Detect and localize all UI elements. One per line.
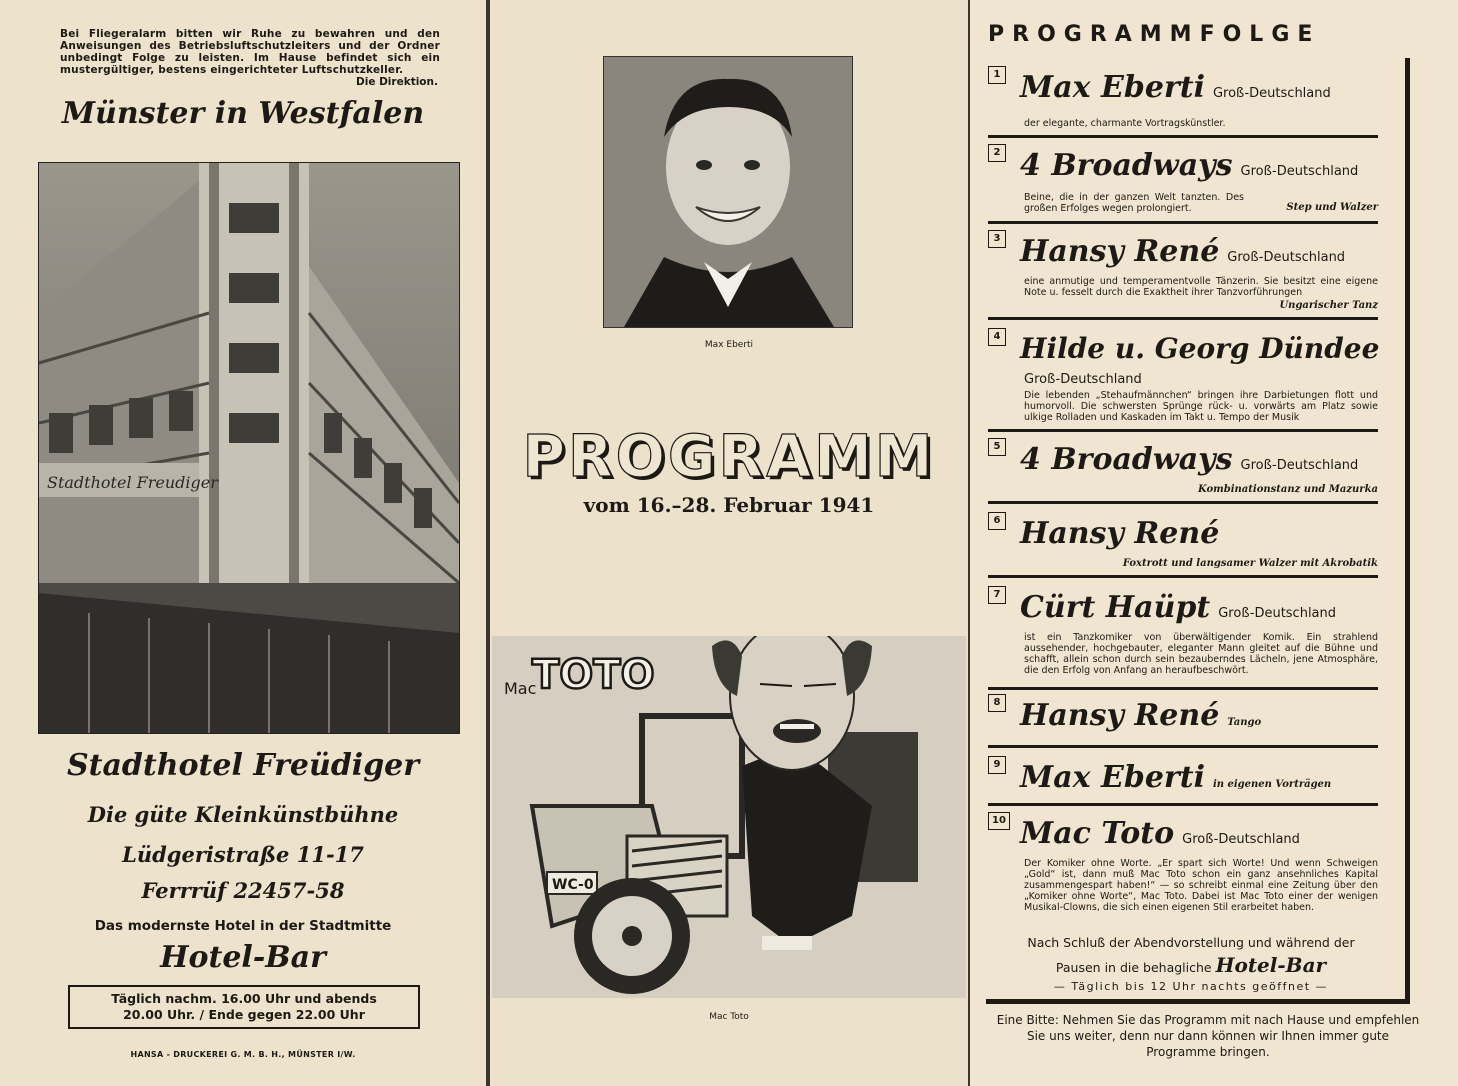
request-note: Eine Bitte: Nehmen Sie das Programm mit nach Hause und empfehlen Sie uns weiter, denn nur dann können wir Ihnen immer gute Programme bringen.: [996, 1013, 1420, 1059]
act-number: 10: [988, 812, 1010, 830]
act-dance: Foxtrott und langsamer Walzer mit Akrobatik: [1122, 558, 1378, 569]
act-number: 2: [988, 144, 1006, 162]
caption-mac-toto: Mac Toto: [709, 1012, 749, 1022]
act-9: [988, 756, 1378, 806]
hotel-phone: Ferrrüf 22457-58: [141, 878, 345, 903]
programm-dates: vom 16.–28. Februar 1941: [583, 493, 875, 517]
act-name: 4 Broadways Groß-Deutschland: [1020, 442, 1359, 477]
act-name: Mac Toto Groß-Deutschland: [1020, 816, 1300, 851]
portrait-illustration: [604, 57, 852, 327]
hours-line-1: Täglich nachm. 16.00 Uhr und abends: [111, 991, 377, 1006]
act-6: [988, 512, 1378, 578]
act-8: [988, 694, 1378, 748]
act-description: Der Komiker ohne Worte. „Er spart sich Worte! Und wenn Schweigen „Gold“ ist, dann muß Mac Toto schon ein ganz ansehnliches Kapital zusammengespart haben!“ — so schreibt einmal eine Zeitung über den „Komiker ohne Worte“, Mac Toto. Dabei ist Mac Toto einer der wenigen Musikal-Clowns, die sich einen eigenen Stil erarbeitet haben.: [1024, 858, 1378, 913]
act-dance: Step und Walzer: [1286, 202, 1378, 213]
left-panel: [0, 0, 486, 1086]
act-number: 5: [988, 438, 1006, 456]
act-number: 6: [988, 512, 1006, 530]
act-name: Max Eberti in eigenen Vorträgen: [1020, 760, 1332, 795]
after-line-1: Nach Schluß der Abendvorstellung und während der: [1027, 935, 1355, 950]
act-description: der elegante, charmante Vortragskünstler.: [1024, 118, 1226, 129]
air-raid-notice: Bei Fliegeralarm bitten wir Ruhe zu bewahren und den Anweisungen des Betriebsluftschutzleiters und der Ordner unbedingt Folge zu leisten. Im Hause befindet sich ein mustergültiger, bestens eingerichteter Luftschutzkeller.: [60, 28, 440, 76]
hotel-bar-heading: Hotel-Bar: [160, 940, 326, 975]
hours-line-2: 20.00 Uhr. / Ende gegen 22.00 Uhr: [123, 1007, 365, 1022]
act-name: Hansy René Tango: [1020, 698, 1262, 733]
act-2: [988, 144, 1378, 224]
notice-signature: Die Direktion.: [356, 76, 438, 88]
programmfolge-heading: PROGRAMMFOLGE: [988, 22, 1321, 47]
act-dance: Ungarischer Tanz: [1279, 300, 1378, 311]
act-description: Beine, die in der ganzen Welt tanzten. Des großen Erfolges wegen prolongiert.: [1024, 192, 1244, 214]
act-number: 7: [988, 586, 1006, 604]
act-5: [988, 438, 1378, 504]
act-1: [988, 66, 1378, 138]
act-dance: Kombinationstanz und Mazurka: [1198, 484, 1378, 495]
printer-credit: HANSA - DRUCKEREI G. M. B. H., MÜNSTER I/W.: [130, 1050, 356, 1059]
act-name: 4 Broadways Groß-Deutschland: [1020, 148, 1359, 183]
modern-hotel-line: Das modernste Hotel in der Stadtmitte: [94, 918, 392, 934]
mac-toto-illustration: [492, 636, 966, 998]
act-name: Max Eberti Groß-Deutschland: [1020, 70, 1331, 105]
act-number: 9: [988, 756, 1006, 774]
act-3: [988, 230, 1378, 320]
hotel-building-photo: [38, 162, 460, 734]
stage-tagline: Die güte Kleinkünstbühne: [87, 802, 399, 827]
mac-toto-photo: [492, 636, 966, 998]
act-description: eine anmutige und temperamentvolle Tänzerin. Sie besitzt eine eigene Note u. fesselt durch die Exaktheit ihrer Tanzvorführungen: [1024, 276, 1378, 298]
act-number: 4: [988, 328, 1006, 346]
act-name: Cürt Haüpt Groß-Deutschland: [1020, 590, 1337, 625]
act-7: [988, 586, 1378, 690]
car-plate: WC-0: [552, 877, 594, 893]
act-name: Hilde u. Georg Dündee: [1020, 332, 1380, 365]
hotel-name: Stadthotel Freüdiger: [66, 748, 420, 783]
act-description: Die lebenden „Stehaufmännchen“ bringen ihre Darbietungen flott und humorvoll. Die schwersten Sprünge rück- u. vorwärts am Platz sowie ulkige Rolladen und Kaskaden im Takt u. Tempo der Musik: [1024, 390, 1378, 423]
act-4: [988, 328, 1378, 432]
right-panel: [970, 0, 1458, 1086]
city-heading: Münster in Westfalen: [61, 96, 425, 131]
open-hours-line: — Täglich bis 12 Uhr nachts geöffnet —: [1053, 980, 1329, 993]
hotel-address: Lüdgeristraße 11-17: [122, 842, 364, 867]
max-eberti-portrait: [603, 56, 853, 328]
act-10: [988, 812, 1378, 928]
after-show-note: [996, 932, 1386, 979]
act-number: 3: [988, 230, 1006, 248]
hotel-building-illustration: [39, 163, 459, 733]
facade-sign-text: Stadthotel Freudiger: [47, 473, 218, 492]
middle-panel: [490, 0, 968, 1086]
caption-max-eberti: Max Eberti: [704, 340, 754, 350]
act-description: ist ein Tanzkomiker von überwältigender Komik. Ein strahlend aussehender, hochgebauter, eleganter Mann gleitet auf die Bühne und schafft, allein schon durch sein bezauberndes Lächeln, jene Atmosphäre, die den Erfolg von Anfang an heraufbeschwört.: [1024, 632, 1378, 676]
programm-title: PROGRAMM: [522, 422, 936, 490]
act-name: Hansy René: [1020, 516, 1220, 551]
toto-logo: TOTO: [532, 652, 655, 698]
toto-logo-mac: Mac: [504, 679, 537, 698]
act-number: 1: [988, 66, 1006, 84]
opening-hours-box: [68, 985, 420, 1029]
act-origin: Groß-Deutschland: [1024, 372, 1142, 387]
after-line-2: Pausen in die behagliche Hotel-Bar: [1055, 953, 1327, 977]
act-number: 8: [988, 694, 1006, 712]
act-name: Hansy René Groß-Deutschland: [1020, 234, 1346, 269]
